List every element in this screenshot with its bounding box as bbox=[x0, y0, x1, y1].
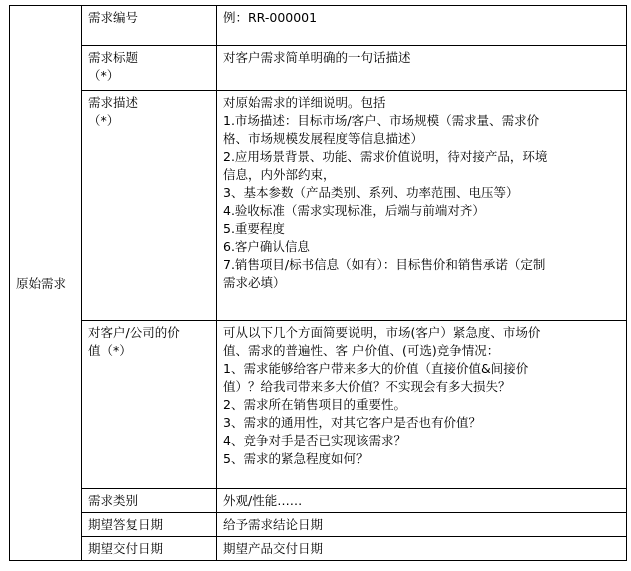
table-row-id bbox=[10, 6, 627, 46]
desc-line: 1、需求能够给客户带来多大的价值（直接价值&间接价 bbox=[223, 361, 529, 376]
desc-line: 值）？给我司带来多大价值？不实现会有多大损失？ bbox=[223, 379, 511, 394]
label-text: （*） bbox=[88, 113, 120, 128]
label-text: 需求类别 bbox=[88, 493, 139, 508]
group-cell bbox=[10, 6, 82, 561]
desc-line: 对原始需求的详细说明。包括 bbox=[223, 95, 386, 110]
desc-line: 3、基本参数（产品类别、系列、功率范围、电压等） bbox=[223, 185, 519, 200]
label-text: 值（*） bbox=[88, 343, 132, 358]
label-cell-reply-date bbox=[82, 513, 217, 537]
table-row-category bbox=[10, 489, 627, 513]
desc-cell-title bbox=[217, 46, 627, 91]
label-text: （*） bbox=[88, 68, 120, 83]
label-text: 对客户/公司的价 bbox=[88, 325, 180, 340]
desc-cell-id bbox=[217, 6, 627, 46]
label-cell-delivery-date bbox=[82, 537, 217, 561]
label-text: 需求标题 bbox=[88, 50, 139, 65]
desc-line: 2、需求所在销售项目的重要性。 bbox=[223, 397, 406, 412]
desc-cell-delivery-date bbox=[217, 537, 627, 561]
desc-line: 7.销售项目/标书信息（如有）：目标售价和销售承诺（定制 bbox=[223, 257, 546, 272]
desc-line: 1.市场描述：目标市场/客户、市场规模（需求量、需求价 bbox=[223, 113, 540, 128]
label-text: 需求编号 bbox=[88, 10, 139, 25]
label-cell-description bbox=[82, 91, 217, 321]
desc-line: 值、需求的普遍性、客 户价值、(可选)竞争情况： bbox=[223, 343, 500, 358]
desc-line: 5.重要程度 bbox=[223, 221, 285, 236]
table-row-delivery-date bbox=[10, 537, 627, 561]
desc-line: 信息，内外部约束， bbox=[223, 167, 336, 182]
desc-line: 可从以下几个方面简要说明，市场(客户）紧急度、市场价 bbox=[223, 325, 541, 340]
desc-cell-reply-date bbox=[217, 513, 627, 537]
label-cell-title bbox=[82, 46, 217, 91]
desc-text: 期望产品交付日期 bbox=[223, 541, 324, 556]
table-row-value bbox=[10, 321, 627, 489]
desc-cell-description bbox=[217, 91, 627, 321]
desc-line: 4、竞争对手是否已实现该需求？ bbox=[223, 433, 406, 448]
desc-cell-category bbox=[217, 489, 627, 513]
table-row-description bbox=[10, 91, 627, 321]
group-label: 原始需求 bbox=[16, 275, 67, 291]
desc-line: 3、需求的通用性，对其它客户是否也有价值？ bbox=[223, 415, 481, 430]
desc-text: 外观/性能…… bbox=[223, 493, 303, 508]
table-row-title bbox=[10, 46, 627, 91]
desc-line: 2.应用场景背景、功能、需求价值说明，待对接产品，环境 bbox=[223, 149, 548, 164]
label-text: 需求描述 bbox=[88, 95, 139, 110]
desc-line: 6.客户确认信息 bbox=[223, 239, 310, 254]
label-cell-id bbox=[82, 6, 217, 46]
desc-line: 格、市场规模发展程度等信息描述） bbox=[223, 131, 424, 146]
desc-line: 4.验收标准（需求实现标准，后端与前端对齐） bbox=[223, 203, 485, 218]
label-cell-category bbox=[82, 489, 217, 513]
desc-line: 需求必填） bbox=[223, 275, 286, 290]
desc-text: 对客户需求简单明确的一句话描述 bbox=[223, 50, 411, 65]
requirement-table bbox=[9, 5, 627, 561]
desc-text: 给予需求结论日期 bbox=[223, 517, 324, 532]
table-row-reply-date bbox=[10, 513, 627, 537]
desc-text: 例：RR-000001 bbox=[223, 10, 318, 25]
label-cell-value bbox=[82, 321, 217, 489]
desc-line: 5、需求的紧急程度如何？ bbox=[223, 451, 369, 466]
label-text: 期望交付日期 bbox=[88, 541, 164, 556]
desc-cell-value bbox=[217, 321, 627, 489]
label-text: 期望答复日期 bbox=[88, 517, 164, 532]
